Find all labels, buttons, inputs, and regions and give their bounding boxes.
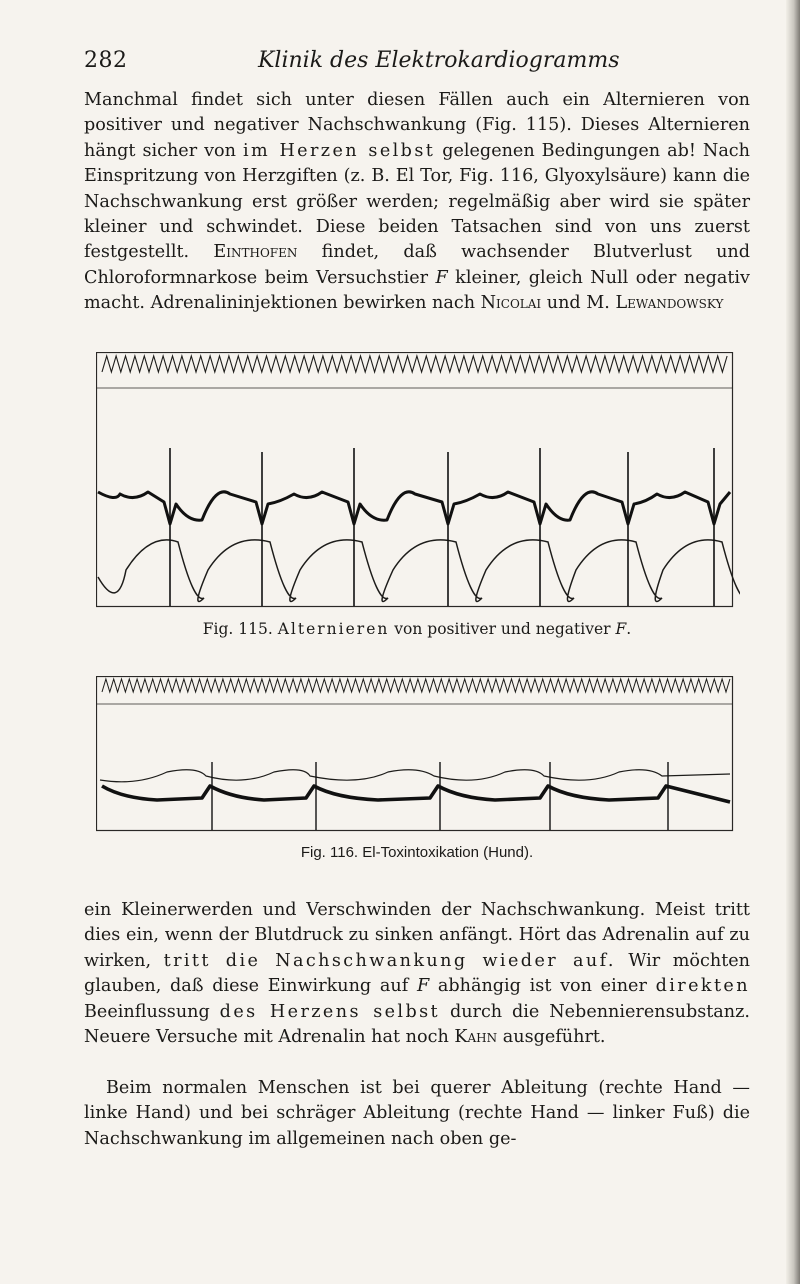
- paragraph-2-text-c: abhängig ist von einer: [429, 976, 656, 997]
- spaced-emphasis-im-herzen-selbst: im Herzen selbst: [242, 140, 436, 161]
- paragraph-1-text-e: und M.: [541, 293, 616, 314]
- paragraph-1-text-c: findet, daß wachsender Blutverlust und Chloroformnarkose beim Versuchstier: [84, 242, 750, 288]
- figure-115-pressure-curve: [98, 540, 740, 602]
- running-title: Klinik des Elektrokardiogramms: [258, 48, 620, 73]
- figure-116-qrs-complexes: [212, 762, 668, 830]
- figure-115-caption-spaced: Alternieren: [277, 620, 390, 638]
- figure-115-timing-wave: [102, 356, 727, 372]
- author-kahn: Kahn: [454, 1027, 498, 1048]
- author-einthofen: Einthofen: [213, 242, 298, 263]
- figure-116-secondary-curve: [100, 770, 730, 782]
- figure-115-ecg-tracing: [96, 352, 740, 610]
- spaced-emphasis-nachschwankung: tritt die Nachschwankung wieder auf.: [163, 950, 616, 971]
- paragraph-2-text-a: ein Kleinerwerden und Verschwinden der Nachschwankung. Meist tritt dies ein, wenn der Blutdruck zu sinken anfängt. Hört das Adrenalin auf zu wirken,: [84, 900, 750, 971]
- spaced-emphasis-des-herzens-selbst: des Herzens selbst: [219, 1001, 441, 1022]
- paragraph-2-text-d: Beeinflussung: [84, 1001, 220, 1022]
- spaced-emphasis-direkten: direkten: [655, 976, 750, 997]
- page-number: 282: [84, 48, 128, 73]
- figure-115-caption: [84, 620, 750, 638]
- paragraph-2-text-e: durch die Nebennierensubstanz. Neuere Versuche mit Adrenalin hat noch: [84, 1001, 750, 1048]
- figure-116-svg: [96, 676, 740, 834]
- author-nicolai: Nicolai: [480, 293, 542, 314]
- paragraph-3: Beim normalen Menschen ist bei querer Ableitung (rechte Hand — linke Hand) und bei schräger Ableitung (rechte Hand — linker Fuß) die Nachschwankung im allgemeinen nach oben ge-: [84, 1078, 750, 1149]
- figure-115-caption-symbol: F: [615, 620, 627, 638]
- paragraph-1: [84, 88, 750, 317]
- page-header: [84, 48, 764, 78]
- figure-115-caption-middle: von positiver und negativer: [389, 620, 616, 638]
- figure-115-frame: [97, 353, 733, 607]
- paragraph-1-text-b: gelegenen Bedingungen ab! Nach Einspritzung von Herzgiften (z. B. El Tor, Fig. 116, Glyoxylsäure) kann die Nachschwankung erst größer werden; regelmäßig aber wird sie später kleiner und schwindet. Diese beiden Tatsachen sind von uns zuerst festgestellt.: [84, 140, 750, 263]
- figure-116-caption: Fig. 116. El-Toxintoxikation (Hund).: [300, 844, 534, 861]
- figure-116-ecg-tracing: [96, 676, 740, 834]
- figure-115-caption-prefix: Fig. 115.: [202, 620, 278, 638]
- paragraph-2: [84, 898, 750, 1050]
- symbol-f: F: [435, 267, 448, 288]
- paragraph-2-text-b: Wir möchten glauben, daß diese Einwirkung auf: [84, 950, 751, 997]
- figure-115-svg: [96, 352, 740, 610]
- figure-116-frame: [97, 677, 733, 831]
- page-edge-shadow: [786, 0, 800, 1284]
- author-lewandowsky: Lewandowsky: [615, 293, 724, 314]
- figure-115-caption-end: .: [626, 620, 632, 638]
- figure-116-timing-wave: [102, 679, 730, 692]
- figure-115-qrs-complexes: [170, 448, 714, 606]
- figure-116-ecg-trace: [102, 786, 730, 802]
- figure-115-ecg-trace: [98, 492, 730, 524]
- symbol-f: F: [416, 976, 430, 997]
- paragraph-2-text-f: ausgeführt.: [497, 1027, 606, 1048]
- paragraph-1-text-d: kleiner, gleich Null oder negativ macht. Adrenalininjektionen bewirken nach: [84, 267, 750, 314]
- paragraph-1-text-a: Manchmal findet sich unter diesen Fällen auch ein Alternieren von positiver und negativer Nachschwankung (Fig. 115). Dieses Alternieren hängt sicher von: [84, 90, 750, 161]
